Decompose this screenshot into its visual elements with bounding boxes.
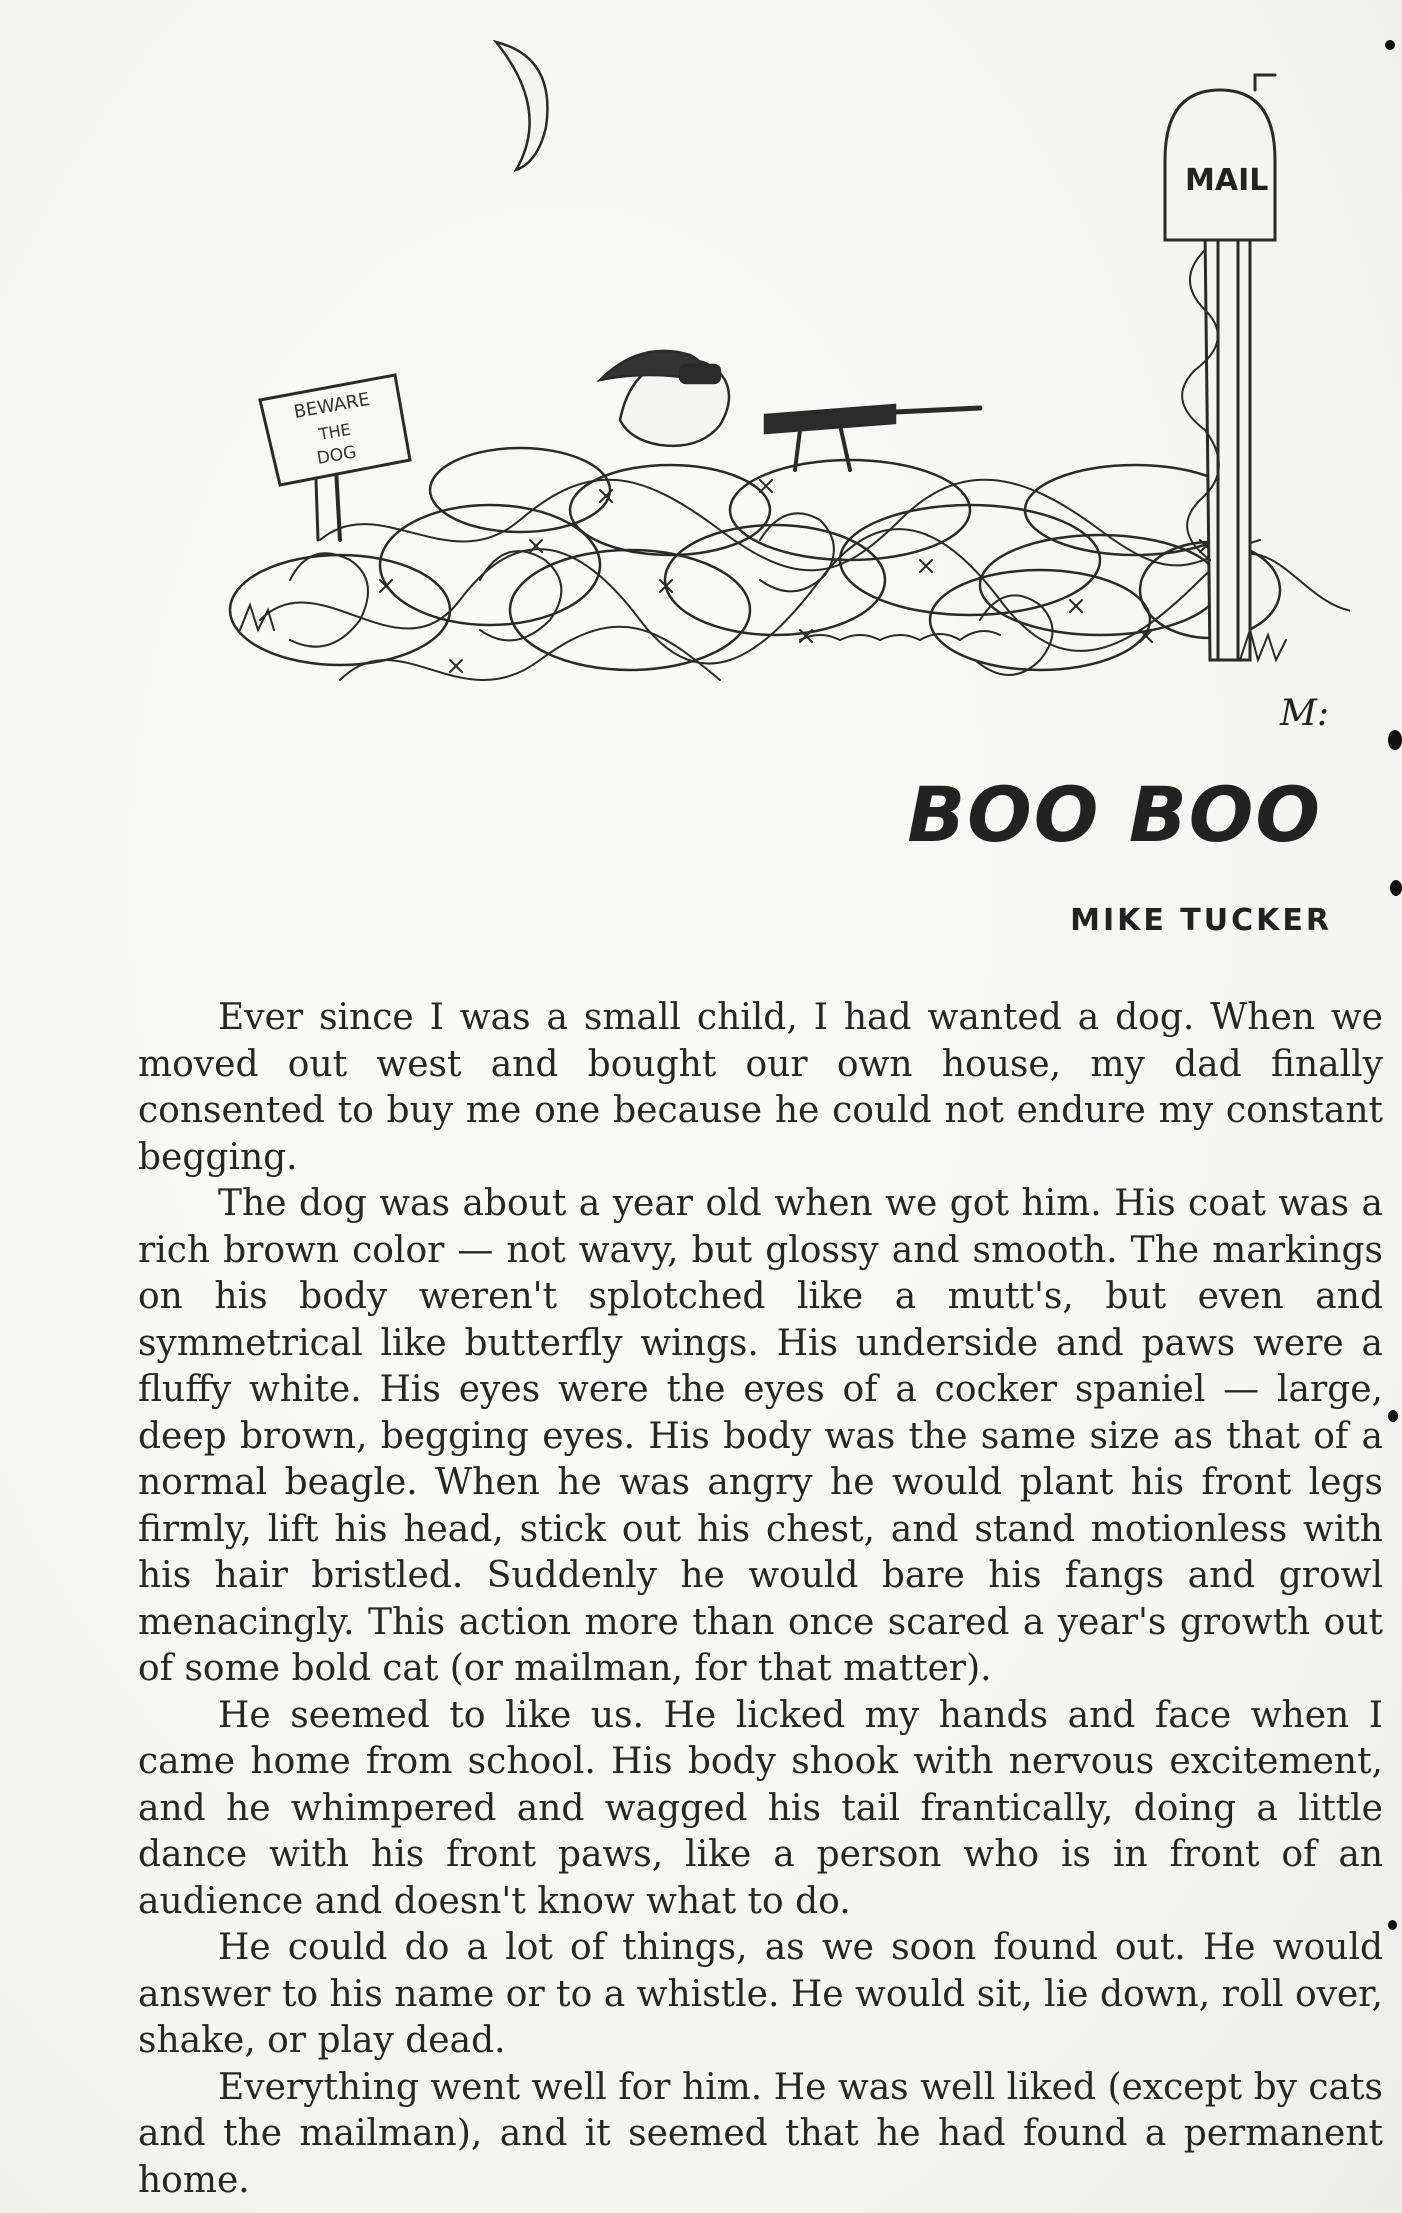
edge-speck bbox=[1385, 40, 1395, 50]
article-body bbox=[138, 995, 1383, 2204]
paragraph-2: The dog was about a year old when we got him. His coat was a rich brown color — not wavy, but glossy and smooth. The markings on his body weren't splotched like a mutt's, but even and symmetrical like butterfly wings. His underside and paws were a fluffy white. His eyes were the eyes of a cocker spaniel — large, deep brown, begging eyes. His body was the same size as that of a normal beagle. When he was angry he would plant his front legs firmly, lift his head, stick out his chest, and stand motionless with his hair bristled. Suddenly he would bare his fangs and growl menacingly. This action more than once scared a year's growth out of some bold cat (or mailman, for that matter). bbox=[138, 1183, 1383, 1689]
edge-speck bbox=[1388, 730, 1402, 750]
edge-speck bbox=[1388, 1920, 1397, 1930]
machine-gun bbox=[765, 405, 895, 433]
edge-speck bbox=[1388, 1410, 1398, 1422]
paragraph-5: Everything went well for him. He was well liked (except by cats and the mailman), and it seemed that he had found a permanent home. bbox=[138, 2066, 1383, 2201]
paragraph-4: He could do a lot of things, as we soon found out. He would answer to his name or to a whistle. He would sit, lie down, roll over, shake, or play dead. bbox=[138, 1927, 1383, 2061]
edge-speck bbox=[1390, 880, 1402, 896]
paragraph-1: Ever since I was a small child, I had wanted a dog. When we moved out west and bought our own house, my dad finally consented to buy me one because he could not endure my constant begging. bbox=[138, 997, 1383, 1178]
sign-line-1: BEWARE bbox=[292, 388, 372, 423]
sign-line-2: THE bbox=[317, 419, 353, 444]
mailbox-label: MAIL bbox=[1185, 163, 1269, 198]
moon-icon bbox=[496, 42, 547, 170]
article-author: MIKE TUCKER bbox=[1070, 903, 1332, 938]
sign-line-3: DOG bbox=[315, 442, 358, 469]
artist-signature: M: bbox=[1280, 693, 1329, 734]
article-title: BOO BOO bbox=[907, 770, 1322, 859]
sandbag-bunker-illustration bbox=[200, 20, 1350, 740]
paragraph-3: He seemed to like us. He licked my hands and face when I came home from school. His body shook with nervous excitement, and he whimpered and wagged his tail frantically, doing a little dance with his front paws, like a person who is in front of an audience and doesn't know what to do. bbox=[138, 1694, 1383, 1922]
